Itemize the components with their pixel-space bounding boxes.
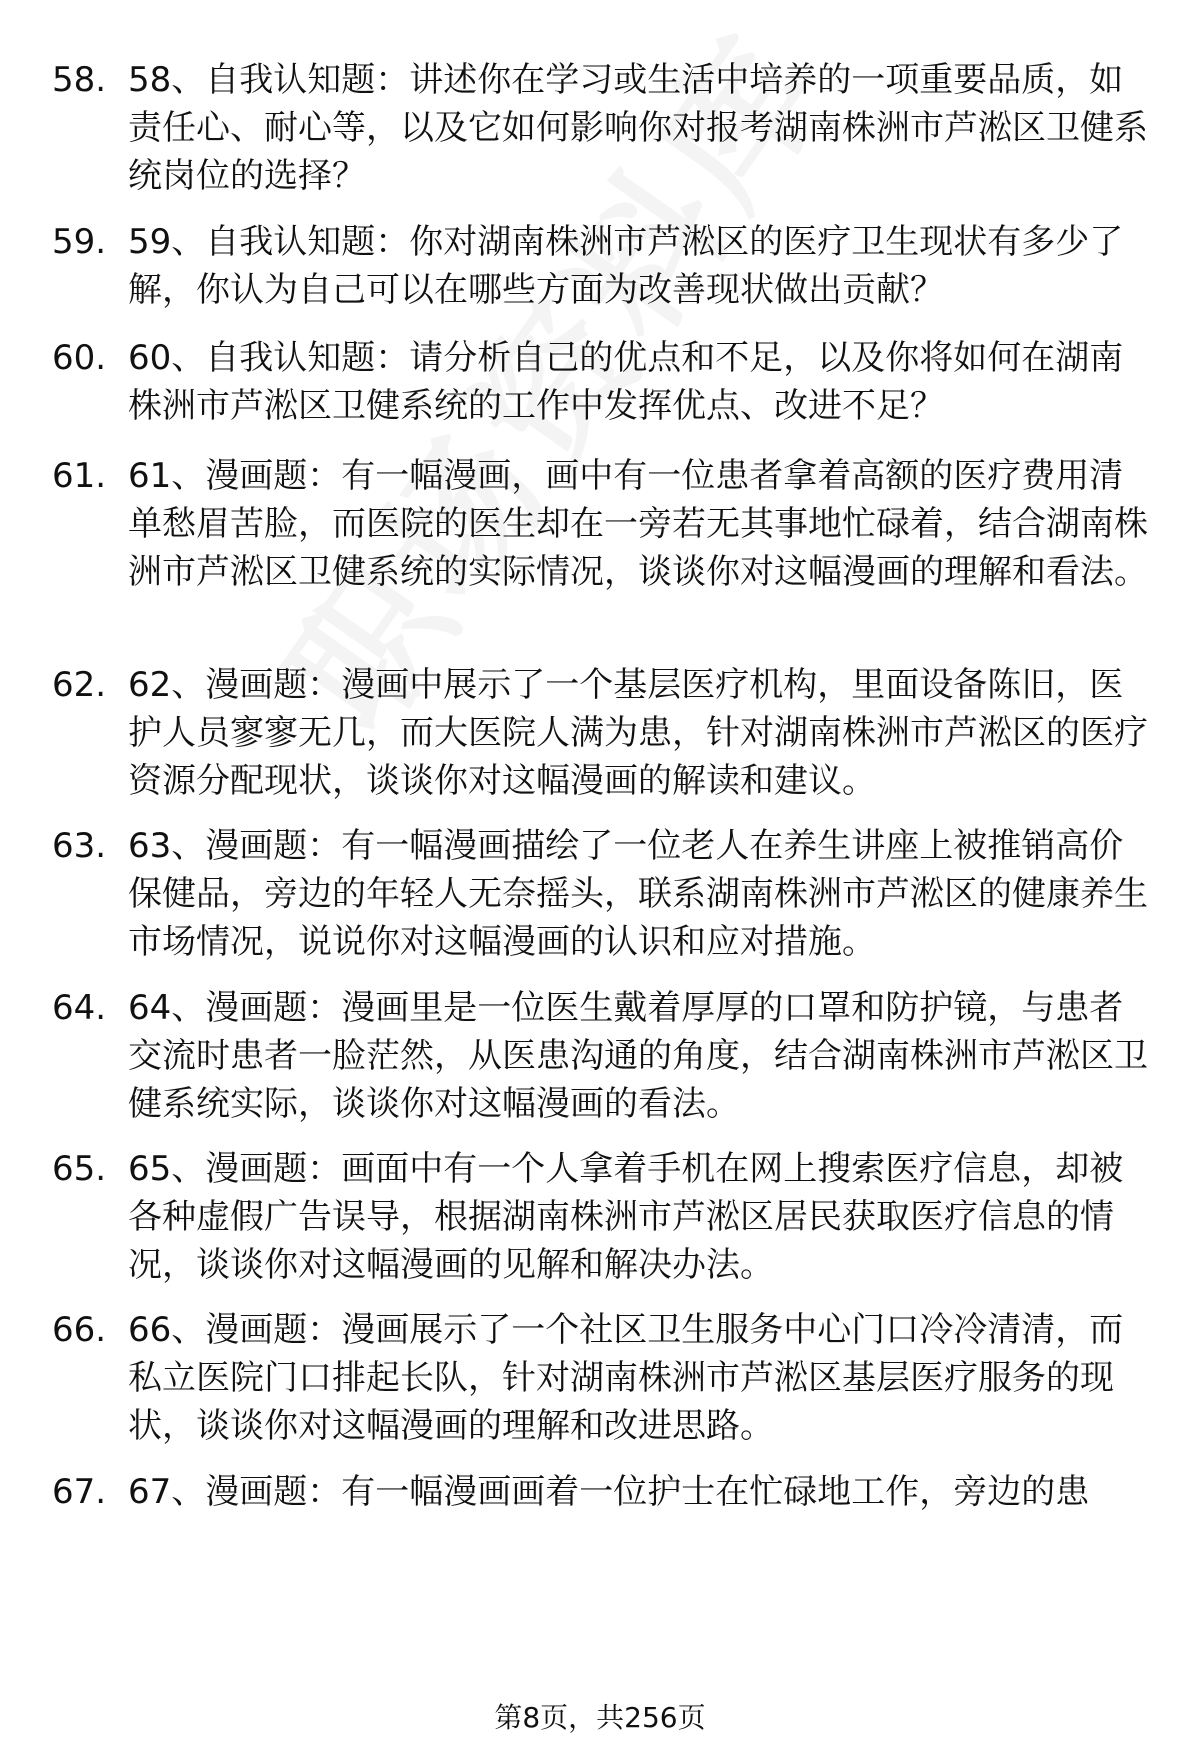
question-text: 59、自我认知题：你对湖南株洲市芦淞区的医疗卫生现状有多少了解，你认为自己可以在哪些方面为改善现状做出贡献？ bbox=[128, 222, 1124, 310]
question-number: 64. bbox=[52, 988, 107, 1028]
question-text: 62、漫画题：漫画中展示了一个基层医疗机构，里面设备陈旧，医护人员寥寥无几，而大医院人满为患，针对湖南株洲市芦淞区的医疗资源分配现状，谈谈你对这幅漫画的解读和建议。 bbox=[128, 665, 1148, 801]
question-number: 63. bbox=[52, 826, 107, 866]
question-number: 66. bbox=[52, 1310, 107, 1350]
question-text: 67、漫画题：有一幅漫画画着一位护士在忙碌地工作，旁边的患 bbox=[128, 1472, 1090, 1512]
page-footer: 第8页，共256页 bbox=[494, 1701, 706, 1734]
question-text: 60、自我认知题：请分析自己的优点和不足，以及你将如何在湖南株洲市芦淞区卫健系统的工作中发挥优点、改进不足？ bbox=[128, 338, 1124, 426]
question-number: 58. bbox=[52, 60, 107, 100]
question-number: 62. bbox=[52, 665, 107, 705]
question-number: 60. bbox=[52, 338, 107, 378]
question-text: 63、漫画题：有一幅漫画描绘了一位老人在养生讲座上被推销高价保健品，旁边的年轻人无奈摇头，联系湖南株洲市芦淞区的健康养生市场情况，说说你对这幅漫画的认识和应对措施。 bbox=[128, 826, 1148, 962]
question-number: 67. bbox=[52, 1472, 107, 1512]
question-number: 65. bbox=[52, 1149, 107, 1189]
question-text: 64、漫画题：漫画里是一位医生戴着厚厚的口罩和防护镜，与患者交流时患者一脸茫然，从医患沟通的角度，结合湖南株洲市芦淞区卫健系统实际，谈谈你对这幅漫画的看法。 bbox=[128, 988, 1148, 1124]
question-text: 65、漫画题：画面中有一个人拿着手机在网上搜索医疗信息，却被各种虚假广告误导，根据湖南株洲市芦淞区居民获取医疗信息的情况，谈谈你对这幅漫画的见解和解决办法。 bbox=[128, 1149, 1124, 1285]
question-number: 61. bbox=[52, 456, 107, 496]
question-text: 61、漫画题：有一幅漫画，画中有一位患者拿着高额的医疗费用清单愁眉苦脸，而医院的医生却在一旁若无其事地忙碌着，结合湖南株洲市芦淞区卫健系统的实际情况，谈谈你对这幅漫画的理解和看法。 bbox=[128, 456, 1148, 592]
question-number: 59. bbox=[52, 222, 107, 262]
question-text: 66、漫画题：漫画展示了一个社区卫生服务中心门口冷冷清清，而私立医院门口排起长队，针对湖南株洲市芦淞区基层医疗服务的现状，谈谈你对这幅漫画的理解和改进思路。 bbox=[128, 1310, 1124, 1446]
question-text: 58、自我认知题：讲述你在学习或生活中培养的一项重要品质，如责任心、耐心等，以及它如何影响你对报考湖南株洲市芦淞区卫健系统岗位的选择？ bbox=[128, 60, 1148, 196]
